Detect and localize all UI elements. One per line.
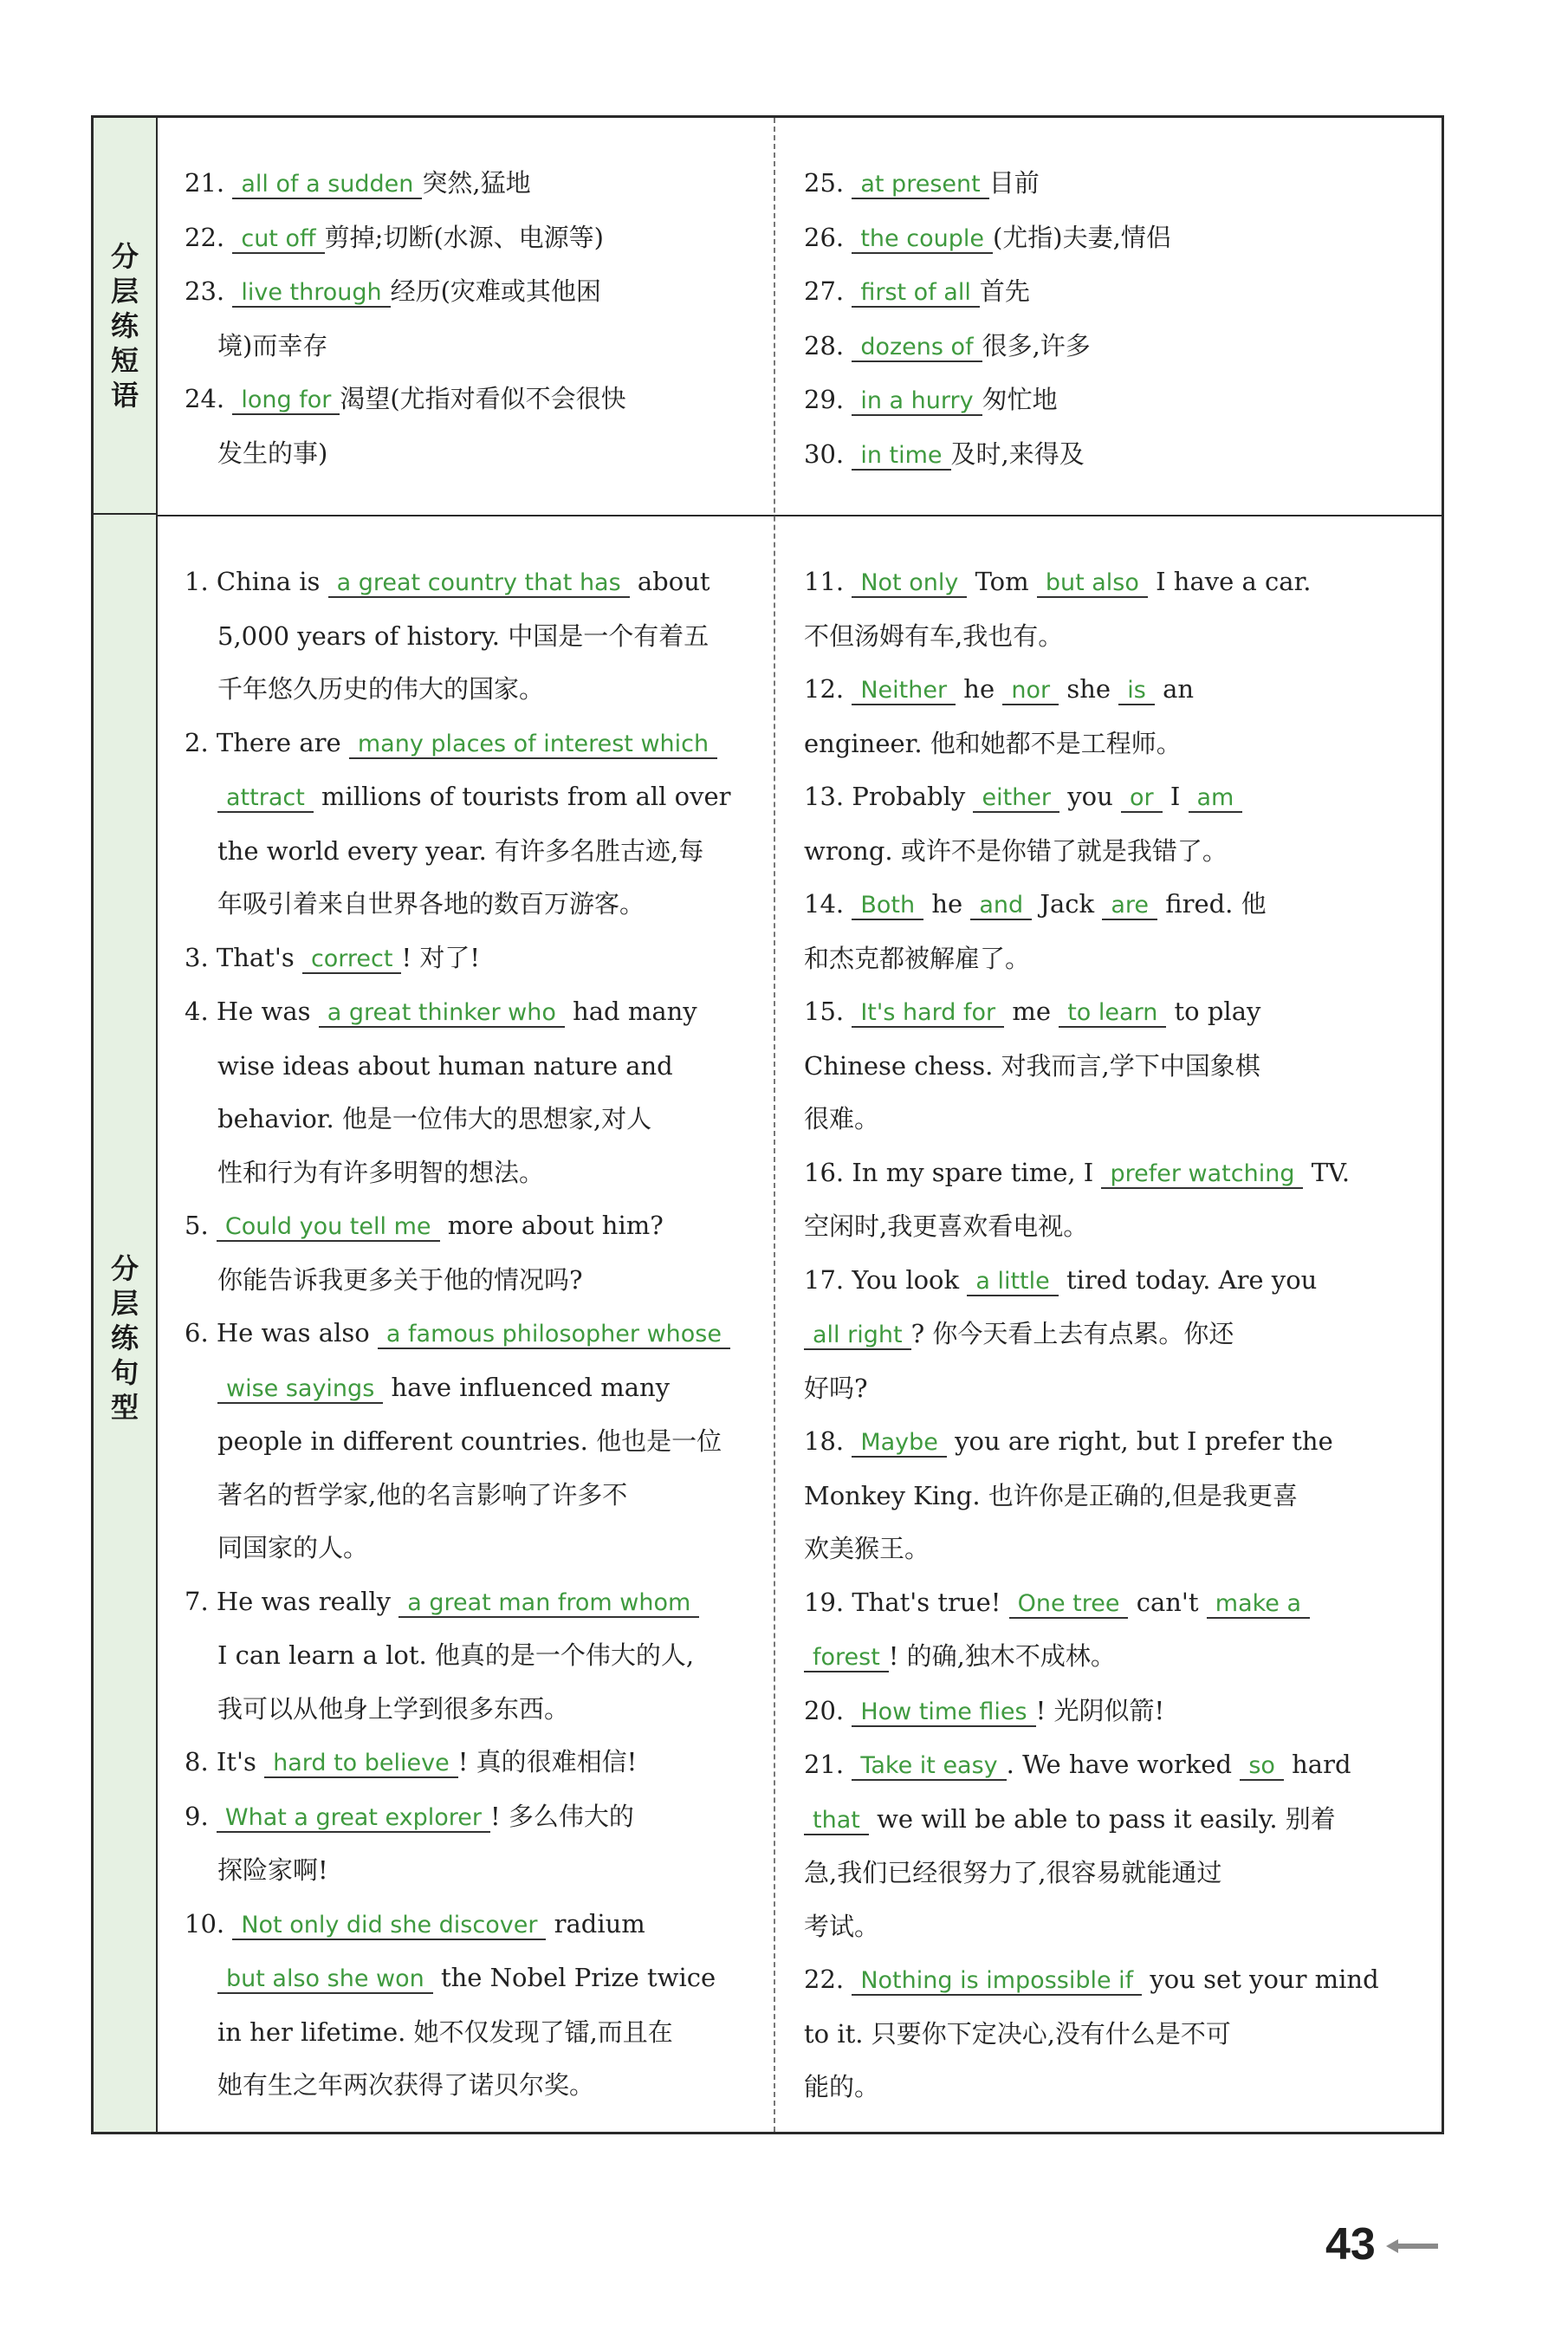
side-tab-sentences (94, 515, 158, 2132)
phrase-continuation: 发生的事) (217, 438, 328, 468)
sentence-item: 12. Neither he nor she is an (804, 674, 1195, 704)
answer: or (1121, 784, 1163, 813)
sentence-continuation: 不但汤姆有车,我也有。 (804, 620, 1064, 651)
sentence-continuation: 能的。 (804, 2072, 880, 2101)
sentence-item: 1. China is a great country that has about (185, 567, 710, 596)
sentence-continuation: 探险家啊! (217, 1855, 328, 1885)
sentence-continuation: the world every year. 有许多名胜古迹,每 (217, 835, 704, 866)
sentence-continuation: 5,000 years of history. 中国是一个有着五 (217, 620, 709, 651)
sentence-continuation: 年吸引着来自世界各地的数百万游客。 (217, 889, 645, 919)
sentence-continuation: 我可以从他身上学到很多东西。 (217, 1693, 570, 1724)
sentence-continuation: forest ! 的确,独木不成林。 (804, 1630, 1415, 1685)
answer: and (970, 892, 1032, 920)
sentence-continuation: to it. 只要你下定决心,没有什么是不可 (804, 2018, 1231, 2049)
sentence-continuation: in her lifetime. 她不仅发现了镭,而且在 (217, 2017, 673, 2047)
sentence-item: 15. It's hard for me to learn to play (804, 997, 1261, 1026)
answer: long for (232, 386, 340, 415)
answer: attract (217, 784, 314, 813)
answer: are (1102, 892, 1157, 920)
answer: Not only (852, 569, 967, 598)
answer: all of a sudden (232, 171, 422, 199)
answer: Take it easy (852, 1752, 1006, 1781)
answer: either (973, 784, 1059, 813)
section-divider (158, 515, 1442, 516)
phrase-item: 30. in time 及时,来得及 (804, 438, 1085, 469)
sentence-item: 17. You look a little tired today. Are you (804, 1264, 1318, 1295)
side-label-phrases: 分层练短语 (110, 240, 139, 412)
sentence-continuation: 急,我们已经很努力了,很容易就能通过 (804, 1858, 1222, 1887)
sentence-continuation: 欢美猴王。 (804, 1534, 930, 1563)
sentence-continuation: people in different countries. 他也是一位 (217, 1426, 722, 1456)
sentence-item: 3. That's correct ! 对了! (185, 942, 481, 972)
column-divider (774, 118, 775, 2132)
answer: to learn (1059, 999, 1166, 1028)
answer: Could you tell me (217, 1213, 440, 1242)
answer: a great thinker who (319, 999, 565, 1028)
phrase-item: 29. in a hurry 匆忙地 (804, 385, 1058, 414)
sentence-item: 4. He was a great thinker who had many (185, 997, 697, 1026)
answer: hard to believe (264, 1750, 458, 1778)
sentence-item: 18. Maybe you are right, but I prefer the (804, 1426, 1333, 1456)
sentence-continuation: 她有生之年两次获得了诺贝尔奖。 (217, 2070, 595, 2100)
sentence-continuation: 好吗? (804, 1373, 868, 1403)
sentence-item: 13. Probably either you or I am (804, 770, 1415, 825)
answer: wise sayings (217, 1375, 383, 1404)
side-tab-phrases (94, 118, 158, 515)
sentence-item: 14. Both he and Jack are fired. 他 (804, 889, 1267, 919)
sentence-continuation: all right ? 你今天看上去有点累。你还 (804, 1308, 1415, 1362)
answer: first of all (852, 279, 980, 308)
arrow-left-icon (1386, 2237, 1438, 2255)
sentence-continuation: 和杰克都被解雇了。 (804, 943, 1031, 973)
answer: at present (852, 171, 988, 199)
sentence-continuation: Monkey King. 也许你是正确的,但是我更喜 (804, 1480, 1299, 1510)
answer: How time flies (852, 1698, 1035, 1727)
sentence-continuation: wise sayings have influenced many (185, 1361, 761, 1416)
answer: is (1118, 677, 1155, 705)
sentence-continuation: attract millions of tourists from all over (185, 770, 761, 825)
sentence-item: 22. Nothing is impossible if you set your mind (804, 1965, 1379, 1994)
phrase-item: 22. cut off 剪掉;切断(水源、电源等) (185, 222, 604, 252)
answer: It's hard for (852, 999, 1004, 1028)
answer: that (804, 1807, 869, 1835)
sentence-continuation: wise ideas about human nature and (217, 1050, 673, 1081)
phrase-item: 27. first of all 首先 (804, 276, 1030, 306)
sentence-continuation: wrong. 或许不是你错了就是我错了。 (804, 835, 1228, 866)
sentence-continuation: 很难。 (804, 1104, 880, 1133)
answer: correct (302, 945, 402, 974)
side-label-sentences: 分层练句型 (110, 1252, 139, 1424)
page-number: 43 (1325, 2219, 1376, 2270)
answer: but also (1037, 569, 1148, 598)
sentence-item: 19. That's true! One tree can't make a (804, 1576, 1415, 1631)
sentence-item: 10. Not only did she discover radium (185, 1908, 645, 1939)
answer: Neither (852, 677, 956, 705)
sentence-item: 7. He was really a great man from whom (185, 1575, 761, 1630)
sentence-item: 8. It's hard to believe ! 真的很难相信! (185, 1747, 638, 1776)
sentence-item: 20. How time flies ! 光阴似箭! (804, 1695, 1165, 1725)
sentence-item: 21. Take it easy . We have worked so hard (804, 1750, 1351, 1779)
answer: make a (1207, 1590, 1310, 1619)
sentence-continuation: that we will be able to pass it easily. 别着 (804, 1793, 1415, 1848)
sentence-item: 16. In my spare time, I prefer watching TV. (804, 1157, 1351, 1187)
phrases-right-column (804, 157, 1415, 482)
phrase-item: 24. long for 渴望(尤指对看似不会很快 (185, 384, 626, 413)
phrase-item: 26. the couple (尤指)夫妻,情侣 (804, 222, 1171, 252)
sentence-continuation: I can learn a lot. 他真的是一个伟大的人, (217, 1640, 695, 1670)
answer: cut off (232, 225, 324, 254)
sentence-continuation: 你能告诉我更多关于他的情况吗? (217, 1264, 583, 1295)
answer: the couple (852, 225, 993, 254)
answer: a great man from whom (398, 1589, 699, 1618)
answer: but also she won (217, 1965, 433, 1994)
sentence-continuation: 同国家的人。 (217, 1533, 369, 1562)
answer: a great country that has (328, 569, 630, 598)
answer: Not only did she discover (232, 1912, 546, 1940)
answer: all right (804, 1322, 911, 1350)
sentence-item: 9. What a great explorer ! 多么伟大的 (185, 1801, 634, 1831)
exercise-frame (91, 115, 1444, 2134)
answer: so (1240, 1752, 1284, 1781)
sentence-continuation: 空闲时,我更喜欢看电视。 (804, 1211, 1089, 1241)
answer: What a great explorer (217, 1804, 490, 1833)
answer: Maybe (852, 1429, 947, 1458)
answer: many places of interest which (349, 731, 717, 759)
phrase-item: 25. at present 目前 (804, 168, 1040, 198)
phrase-item: 28. dozens of 很多,许多 (804, 330, 1091, 360)
sentence-item: 2. There are many places of interest which (185, 717, 761, 771)
answer: Nothing is impossible if (852, 1967, 1142, 1996)
sentence-continuation: 性和行为有许多明智的想法。 (217, 1157, 545, 1187)
answer: One tree (1009, 1590, 1129, 1619)
sentence-continuation: 著名的哲学家,他的名言影响了许多不 (217, 1479, 628, 1510)
sentence-item: 5. Could you tell me more about him? (185, 1211, 664, 1240)
phrase-item: 23. live through 经历(灾难或其他困 (185, 276, 601, 306)
sentence-continuation: Chinese chess. 对我而言,学下中国象棋 (804, 1050, 1260, 1081)
sentence-continuation: but also she won the Nobel Prize twice (185, 1952, 761, 2006)
sentence-continuation: 考试。 (804, 1911, 880, 1941)
answer: am (1189, 784, 1243, 813)
answer: live through (232, 279, 390, 308)
phrase-continuation: 境)而幸存 (217, 330, 328, 360)
answer: Both (852, 892, 923, 920)
answer: in time (852, 442, 950, 471)
sentence-continuation: engineer. 他和她都不是工程师。 (804, 728, 1182, 758)
answer: forest (804, 1644, 889, 1672)
sentence-item: 6. He was also a famous philosopher whose (185, 1307, 761, 1361)
sentence-item: 11. Not only Tom but also I have a car. (804, 567, 1312, 596)
sentences-right-column (804, 555, 1415, 2114)
answer: dozens of (852, 334, 982, 362)
answer: a famous philosopher whose (378, 1321, 730, 1349)
answer: in a hurry (852, 387, 982, 416)
phrases-left-column (185, 157, 761, 480)
answer: nor (1002, 677, 1059, 705)
sentences-left-column (185, 555, 761, 2113)
answer: prefer watching (1101, 1160, 1303, 1189)
phrase-item: 21. all of a sudden 突然,猛地 (185, 168, 531, 198)
answer: a little (967, 1268, 1058, 1296)
sentence-continuation: behavior. 他是一位伟大的思想家,对人 (217, 1104, 652, 1133)
sentence-continuation: 千年悠久历史的伟大的国家。 (217, 674, 545, 704)
